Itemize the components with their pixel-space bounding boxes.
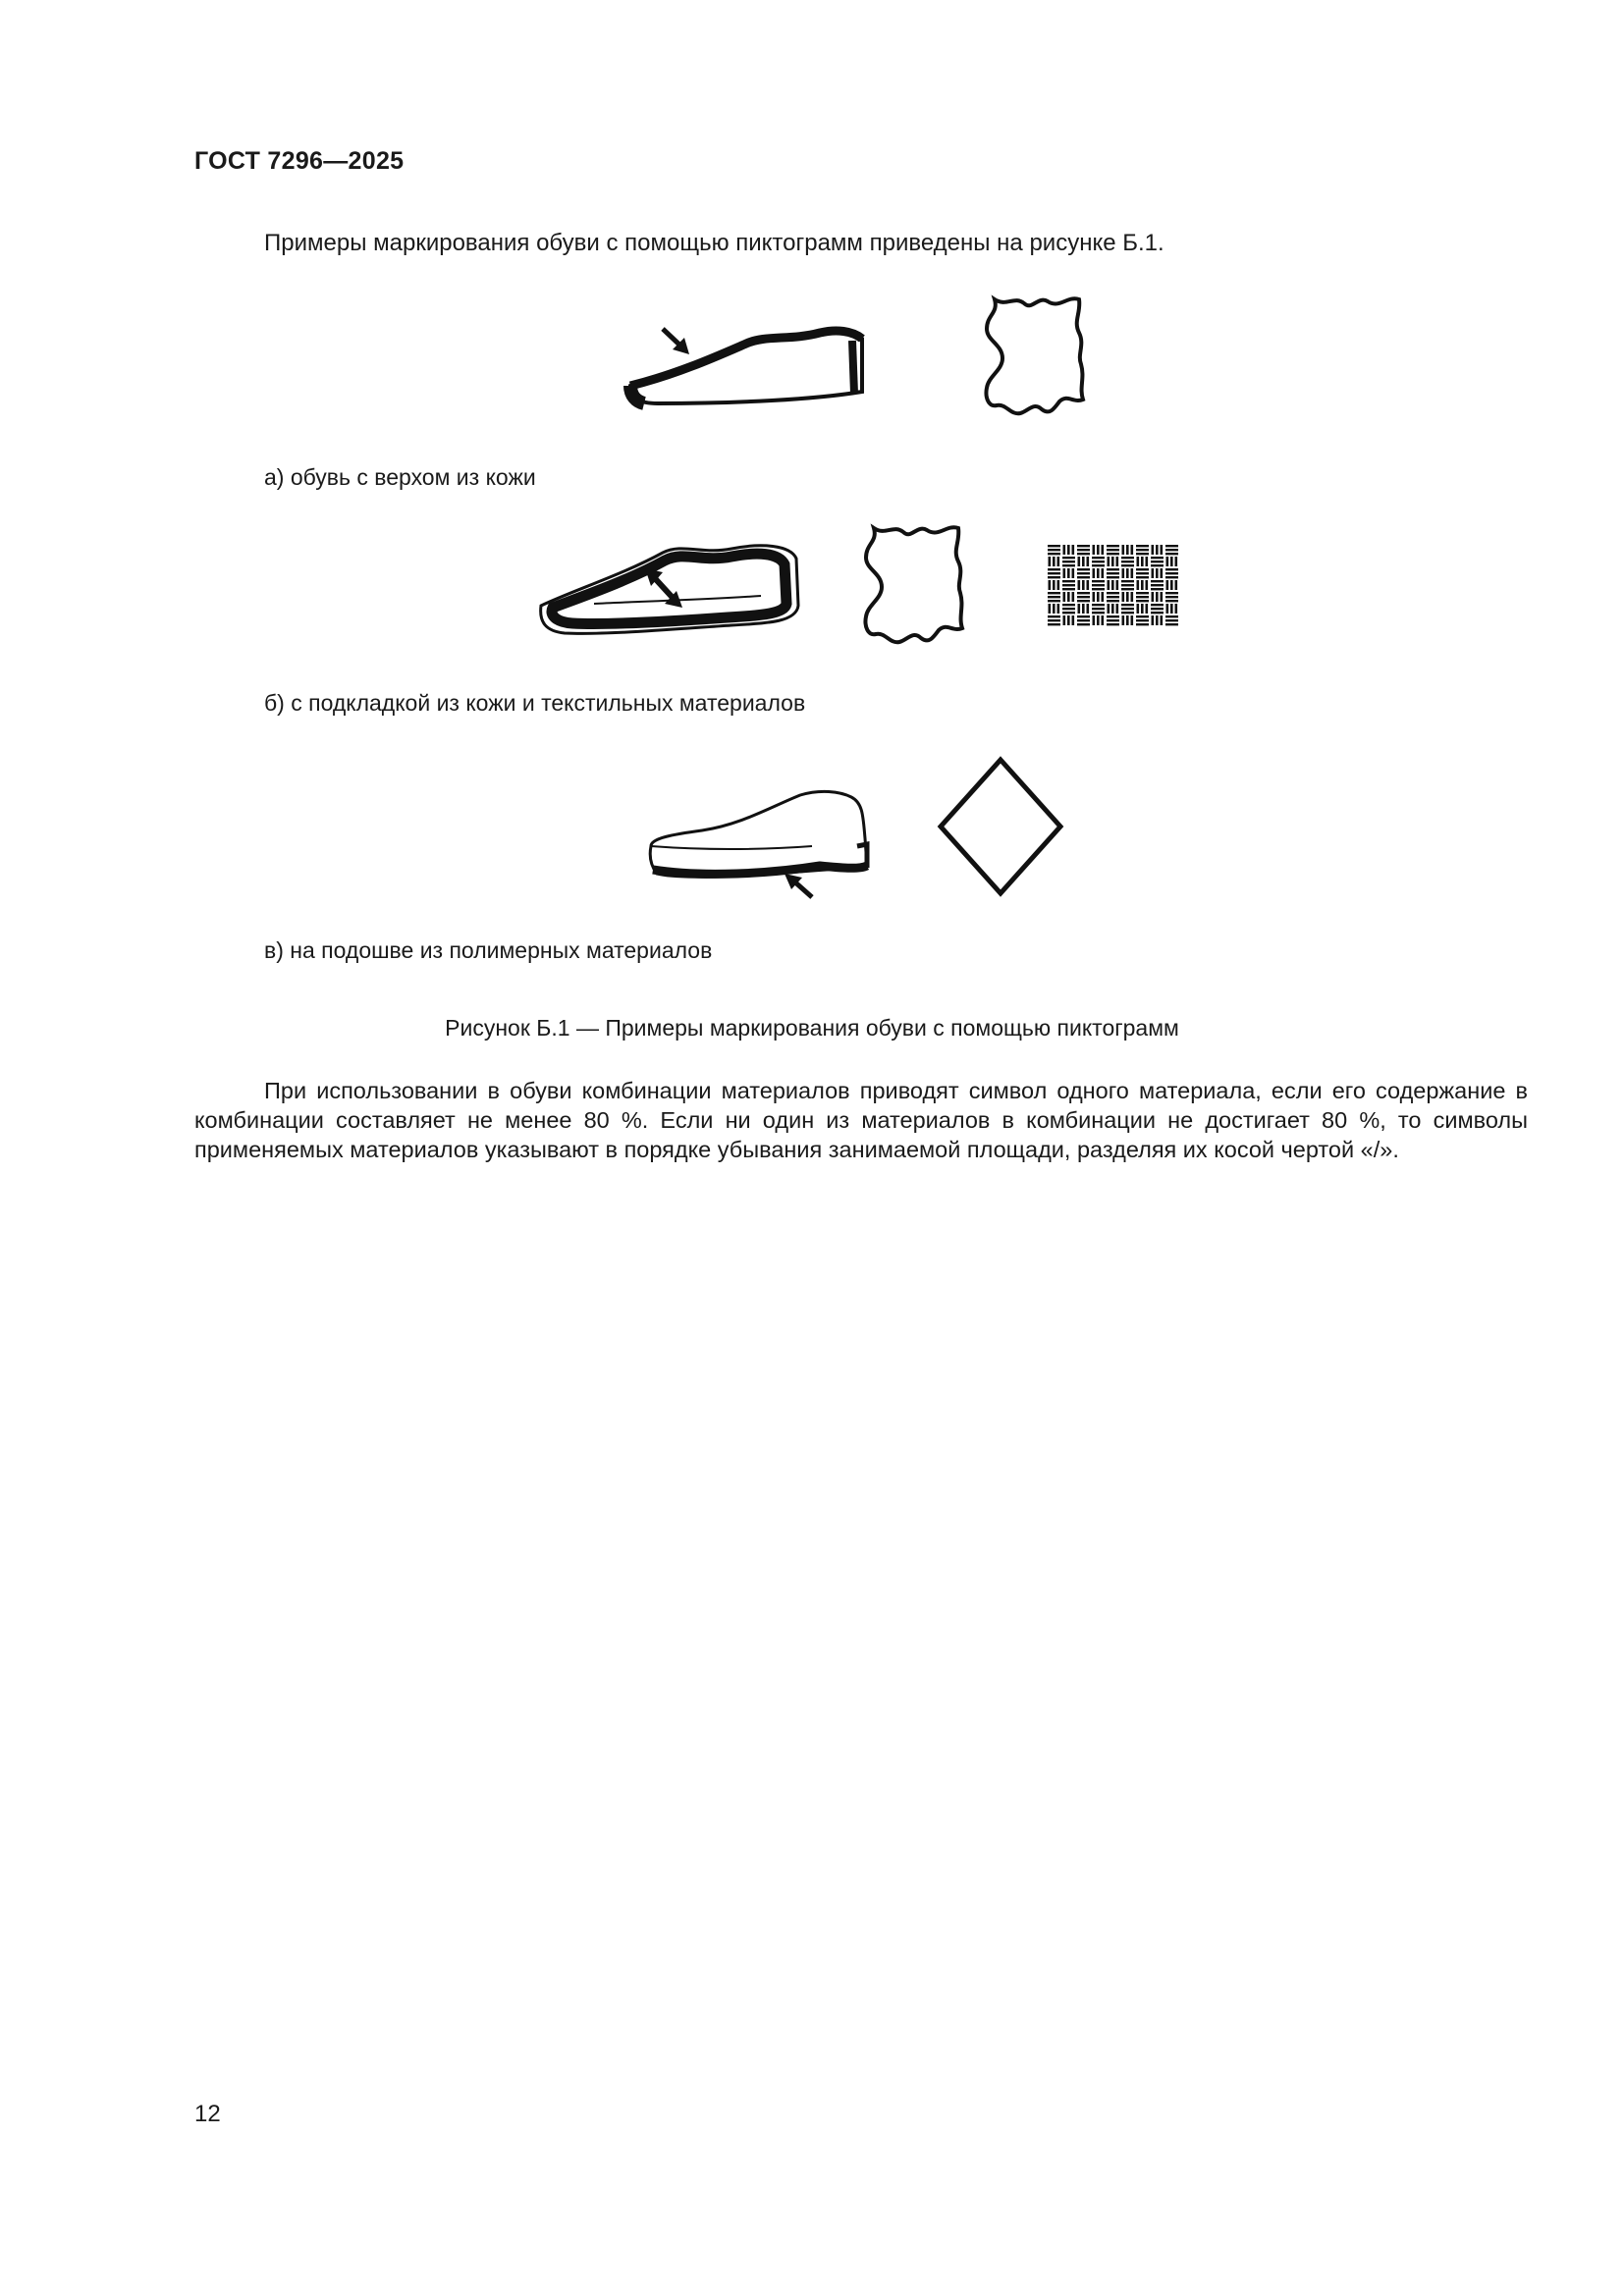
caption-b: б) с подкладкой из кожи и текстильных материалов xyxy=(264,690,806,716)
body-paragraph: При использовании в обуви комбинации материалов приводят символ одного материала, если его содержание в комбинации составляет не менее 80 %. Если ни один из материалов в комбинации не достигает 80 %, то символы применяемых материалов указывают в порядке убывания занимаемой площади, разделяя их косой чертой «/». xyxy=(194,1078,1528,1162)
figure-caption: Рисунок Б.1 — Примеры маркирования обуви с помощью пиктограмм xyxy=(445,1015,1179,1041)
intro-text: Примеры маркирования обуви с помощью пиктограмм приведены на рисунке Б.1. xyxy=(264,230,1164,256)
textile-icon xyxy=(1047,544,1180,628)
other-materials-icon xyxy=(935,754,1066,899)
leather-icon-b xyxy=(856,518,974,651)
sole-shoe-icon xyxy=(643,787,889,905)
caption-a: а) обувь с верхом из кожи xyxy=(264,464,536,490)
leather-icon xyxy=(977,290,1095,422)
page-number: 12 xyxy=(194,2101,221,2127)
caption-c: в) на подошве из полимерных материалов xyxy=(264,937,713,963)
lining-shoe-icon xyxy=(535,535,805,643)
document-header: ГОСТ 7296—2025 xyxy=(194,147,405,175)
upper-shoe-icon xyxy=(619,319,874,417)
